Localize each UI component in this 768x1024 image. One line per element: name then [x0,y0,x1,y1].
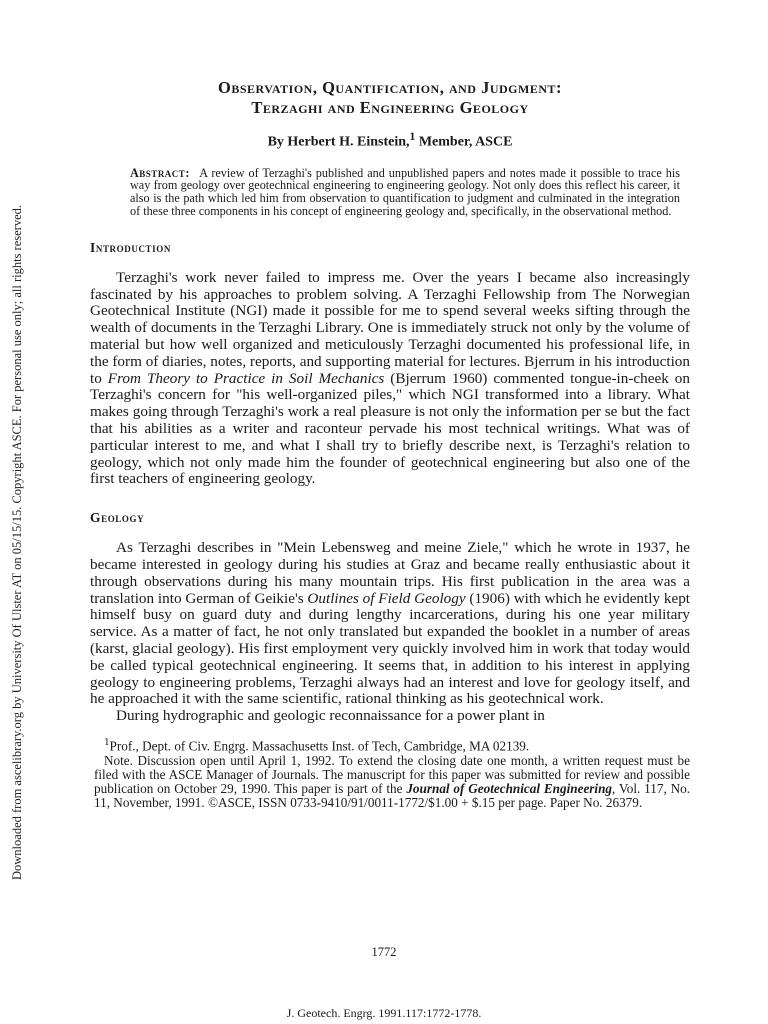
citation-footer: J. Geotech. Engrg. 1991.117:1772-1778. [286,1006,482,1020]
geology-text-1: As Terzaghi describes in "Mein Lebensweg and meine Ziele," which he wrote in 1937, he became interested in geology during his studies at Graz and became really enthusiastic about it through observations during his many mountain trips. His first publication in the area was a translation into German of Geikie's [90,539,690,607]
article-page [90,78,690,810]
page-number: 1772 [371,945,397,959]
footnotes [90,735,690,810]
section-heading-introduction: Introduction [90,239,171,255]
footnote-1-marker: 1 [104,735,110,748]
discussion-note [94,754,690,811]
author-affiliation: Member, ASCE [415,134,513,150]
note-text-1: Note. Discussion open until April 1, 1992. To extend the closing date one month, a written request must be filed with the ASCE Manager of Journals. The manuscript for this paper was submitted for review and possible publication on October 29, 1990. This paper is part of the [94,752,690,796]
abstract [130,167,680,218]
footnote-1-text: Prof., Dept. of Civ. Engrg. Massachusetts Inst. of Tech, Cambridge, MA 02139. [109,738,530,754]
geology-paragraph-2: During hydrographic and geologic reconnaissance for a power plant in [116,707,545,725]
intro-text-1: Terzaghi's work never failed to impress me. Over the years I became also increasingly fascinated by his approaches to problem solving. A Terzaghi Fellowship from The Norwegian Geotechnical Institute (NGI) made it possible for me to spend several weeks sifting through the wealth of documents in the Terzaghi Library. One is immediately struck not only by the volume of material but how well organized and meticulously Terzaghi documented his professional life, in the form of diaries, notes, reports, and supporting material for lectures. Bjerrum in his introduction to [90,268,690,387]
footnote-1 [94,735,690,754]
intro-text-2: (Bjerrum 1960) commented tongue-in-cheek on Terzaghi's concern for "his well-organized piles," which NGI transformed into a library. What makes going through Terzaghi's work a real pleasure is not only the information per se but the fact that his abilities as a writer and raconteur pervade his most technical writings. What was of particular interest to me, and what I shall try to briefly describe next, is Terzaghi's relation to geology, which not only made him the founder of geotechnical engineering but also one of the first teachers of engineering geology. [90,369,690,488]
author-byline: By Herbert H. Einstein, [267,134,410,150]
title-line-1: Observation, Quantification, and Judgment: [218,78,562,97]
article-title [90,78,690,118]
section-heading-geology: Geology [90,510,145,526]
abstract-label: Abstract: [130,165,190,180]
intro-book-title: From Theory to Practice in Soil Mechanics [107,369,385,387]
geology-book-title: Outlines of Field Geology [307,589,466,607]
geology-text-2: (1906) with which he evidently kept himself busy on guard duty and during lengthy incarcerations, during his one year military service. As a matter of fact, he not only translated but expanded the booklet in a number of areas (karst, glacial geology). His first employment very quickly involved him in work that today would be called typical geotechnical engineering. It seems that, in addition to his interest in applying geology to engineering problems, Terzaghi always had an interest and love for geology itself, and he approached it with the same scientific, rational thinking as his geotechnical work. [90,589,691,708]
note-journal-name: Journal of Geotechnical Engineering [406,780,613,796]
note-text-2: , Vol. 117, No. 11, November, 1991. ©ASCE, ISSN 0733-9410/91/0011-1772/$1.00 + $.15 per page. Paper No. 26379. [94,780,690,811]
download-notice: Downloaded from ascelibrary.org by University Of Ulster AT on 05/15/15. Copyright ASCE. For personal use only; all rights reserved. [10,204,24,880]
author-footnote-marker: 1 [409,130,416,143]
title-line-2: Terzaghi and Engineering Geology [251,98,529,117]
introduction-paragraph [90,270,690,488]
abstract-text: A review of Terzaghi's published and unpublished papers and notes made it possible to trace his way from geology over geotechnical engineering to engineering geology. Not only does this reflect his career, it also is the path which led him from observation to quantification to judgment and culminated in the integration of these three components in his concept of engineering geology and, specifically, in the observational method. [130,165,680,219]
geology-paragraph-1 [90,540,690,708]
author-line [90,130,690,151]
